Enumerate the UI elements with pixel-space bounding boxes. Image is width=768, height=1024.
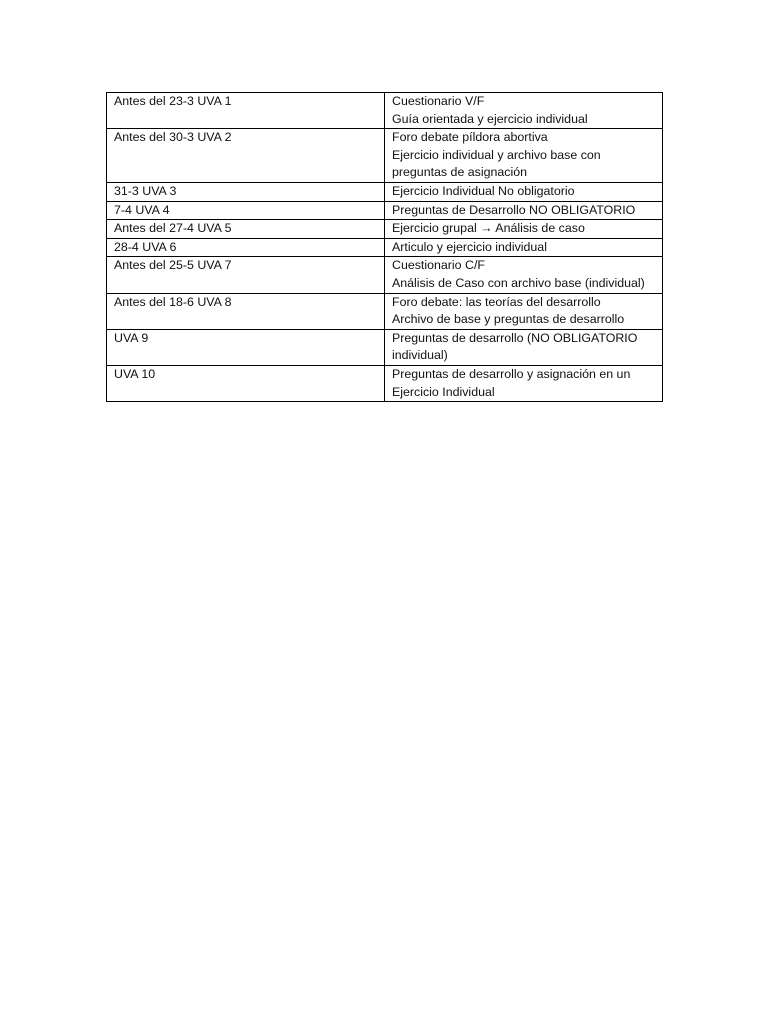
table-cell-activity: [385, 329, 663, 365]
cell-text-line: Archivo de base y preguntas de desarrollo: [392, 312, 625, 327]
cell-text-line: Cuestionario C/F: [392, 258, 485, 273]
table-cell-date-unit: [107, 93, 385, 129]
table-row: [107, 220, 663, 239]
cell-text: UVA 9: [114, 330, 149, 345]
table-cell-date-unit: [107, 238, 385, 257]
table-cell-date-unit: [107, 129, 385, 183]
cell-text-line: Preguntas de Desarrollo NO OBLIGATORIO: [392, 202, 636, 217]
table-cell-date-unit: [107, 365, 385, 401]
table-cell-activity: [385, 293, 663, 329]
table-cell-date-unit: [107, 293, 385, 329]
cell-text: UVA 10: [114, 366, 156, 381]
table-row: [107, 238, 663, 257]
table-row: [107, 257, 663, 293]
table-cell-date-unit: [107, 182, 385, 201]
cell-text-line: Foro debate: las teorías del desarrollo: [392, 294, 601, 309]
schedule-table: [106, 92, 663, 402]
table-cell-activity: [385, 93, 663, 129]
table-cell-date-unit: [107, 201, 385, 220]
table-cell-activity: [385, 182, 663, 201]
table-row: [107, 93, 663, 129]
table-cell-activity: [385, 238, 663, 257]
table-row: [107, 201, 663, 220]
cell-text-line: Análisis de Caso con archivo base (individual): [392, 275, 645, 290]
cell-text-line: Ejercicio individual y archivo base con: [392, 147, 601, 162]
table-cell-activity: [385, 365, 663, 401]
cell-text-line: Guía orientada y ejercicio individual: [392, 111, 588, 126]
cell-text-line: Articulo y ejercicio individual: [392, 239, 547, 254]
cell-text-line: Foro debate píldora abortiva: [392, 130, 548, 145]
cell-text-line: Preguntas de desarrollo (NO OBLIGATORIO: [392, 330, 638, 345]
table-cell-activity: [385, 129, 663, 183]
cell-text: 31-3 UVA 3: [114, 183, 177, 198]
cell-text: Antes del 25-5 UVA 7: [114, 258, 232, 273]
table-row: [107, 329, 663, 365]
cell-text: Antes del 30-3 UVA 2: [114, 130, 232, 145]
table-cell-date-unit: [107, 329, 385, 365]
cell-text: 28-4 UVA 6: [114, 239, 177, 254]
cell-text-line: Ejercicio grupal → Análisis de caso: [392, 221, 585, 236]
cell-text-line: individual): [392, 348, 448, 363]
table-cell-activity: [385, 201, 663, 220]
cell-text-line: Cuestionario V/F: [392, 94, 485, 108]
cell-text-line: preguntas de asignación: [392, 165, 528, 180]
table-row: [107, 182, 663, 201]
table-cell-activity: [385, 257, 663, 293]
cell-text-line: Ejercicio Individual No obligatorio: [392, 183, 575, 198]
cell-text: Antes del 18-6 UVA 8: [114, 294, 232, 309]
table-row: [107, 293, 663, 329]
table-row: [107, 365, 663, 401]
cell-text: Antes del 27-4 UVA 5: [114, 221, 232, 236]
cell-text: Antes del 23-3 UVA 1: [114, 94, 232, 108]
cell-text-line: Preguntas de desarrollo y asignación en un: [392, 366, 631, 381]
table-cell-date-unit: [107, 257, 385, 293]
table-row: [107, 129, 663, 183]
schedule-table-body: [107, 93, 663, 402]
cell-text-line: Ejercicio Individual: [392, 384, 495, 399]
table-cell-date-unit: [107, 220, 385, 239]
table-cell-activity: [385, 220, 663, 239]
cell-text: 7-4 UVA 4: [114, 202, 170, 217]
